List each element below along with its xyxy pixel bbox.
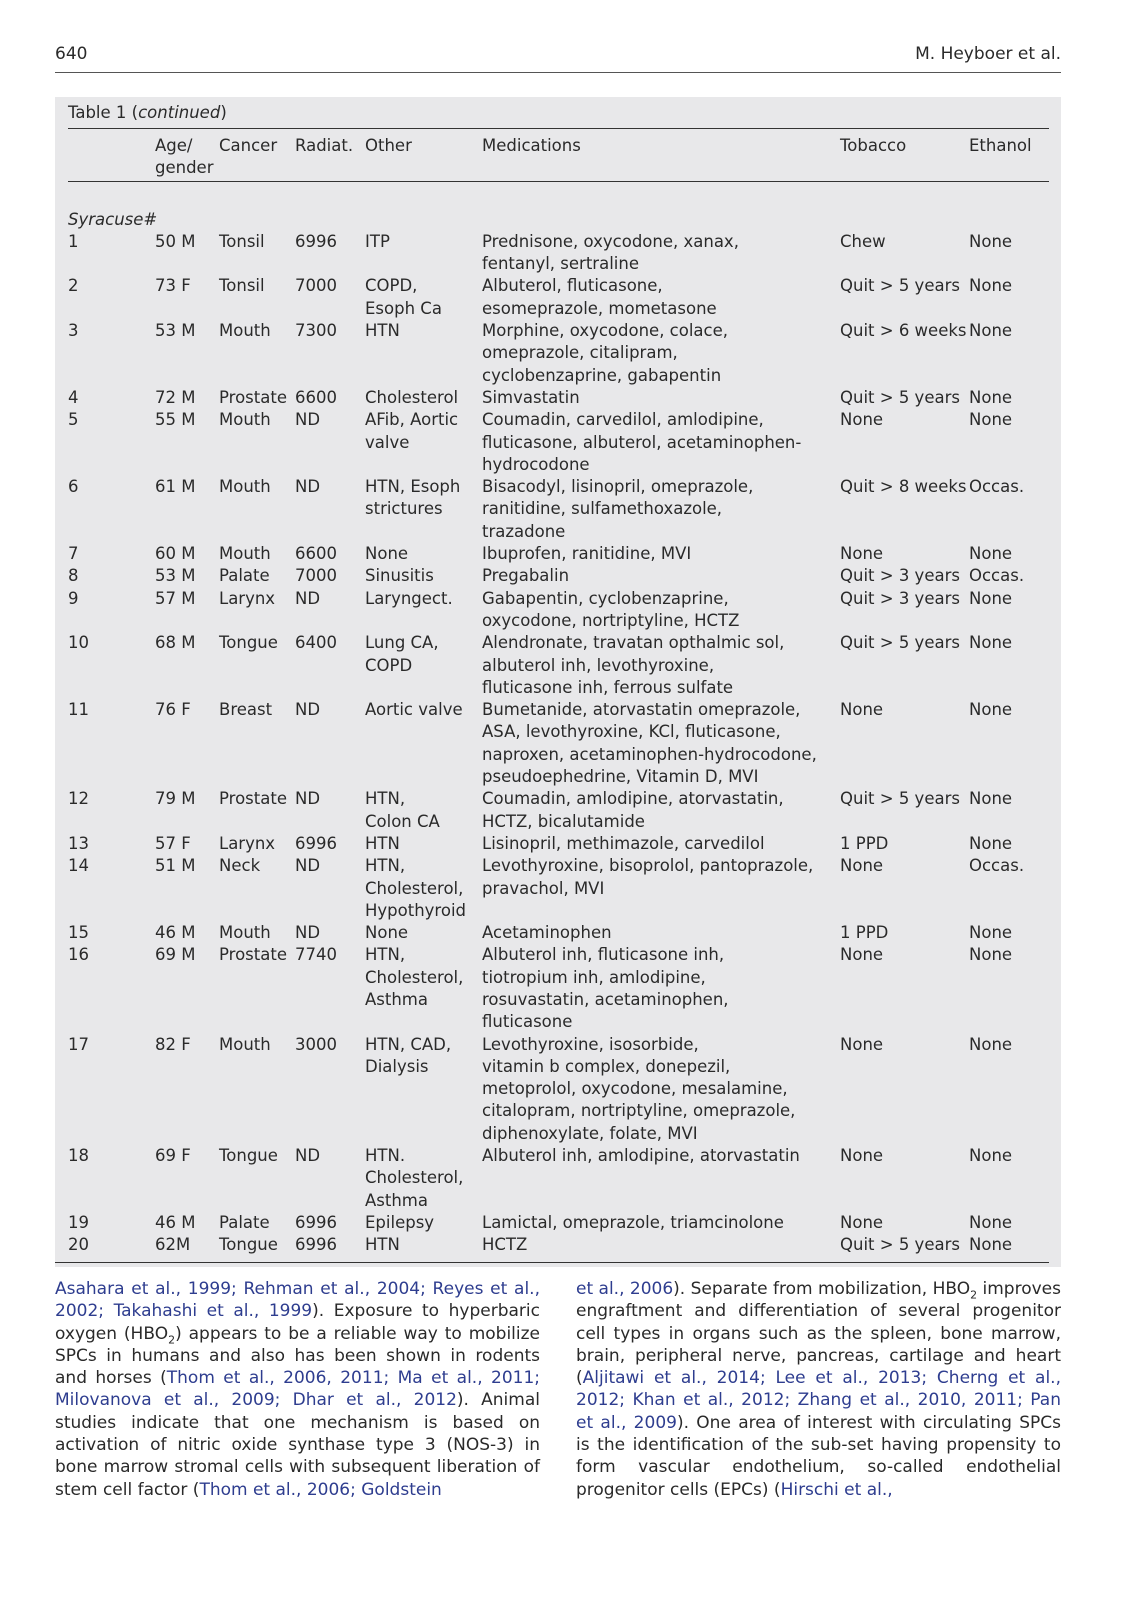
column-header: Tobacco <box>840 136 907 155</box>
table-cell: None <box>969 321 1013 341</box>
table-cell: None <box>840 410 884 430</box>
table-cell: 8 <box>68 566 79 586</box>
table-row <box>68 320 1049 387</box>
table-cell: Ibuprofen, ranitidine, MVI <box>482 544 692 564</box>
table-row <box>68 833 1049 855</box>
body-text-right-column <box>576 1278 1061 1501</box>
table-cell: None <box>969 1212 1013 1232</box>
table-cell: Mouth <box>219 477 271 497</box>
table-cell: 69 F <box>155 1146 191 1166</box>
table-cell: 5 <box>68 410 79 430</box>
table-cell: Quit > 8 weeks <box>840 477 967 497</box>
table-cell: 20 <box>68 1235 89 1255</box>
column-header: Age/ gender <box>155 136 214 178</box>
table-cell: 60 M <box>155 544 196 564</box>
column-header: Medications <box>482 136 581 155</box>
table-cell: 72 M <box>155 387 196 407</box>
table-cell: 46 M <box>155 1212 196 1232</box>
table-row <box>68 944 1049 1033</box>
table-cell: Tongue <box>219 1146 278 1166</box>
table-cell: None <box>969 276 1013 296</box>
table-cell: Coumadin, carvedilol, amlodipine, fluticasone, albuterol, acetaminophen- hydrocodone <box>482 410 802 474</box>
table-cell: None <box>969 1235 1013 1255</box>
table-cell: 3000 <box>295 1034 337 1054</box>
table-cell: Breast <box>219 700 273 720</box>
table-cell: Albuterol inh, amlodipine, atorvastatin <box>482 1146 800 1166</box>
table-cell: Aortic valve <box>365 700 463 720</box>
table-cell: Prostate <box>219 387 287 407</box>
header-row <box>68 133 1049 188</box>
table-cell: Tonsil <box>219 276 265 296</box>
table-cell: 61 M <box>155 477 196 497</box>
table-cell: Neck <box>219 856 261 876</box>
table-cell: 6996 <box>295 1212 337 1232</box>
table-cell: Cholesterol <box>365 387 459 407</box>
table-cell: COPD, Esoph Ca <box>365 276 442 318</box>
column-header: Other <box>365 136 412 155</box>
table-cell: 4 <box>68 387 79 407</box>
table-cell: 50 M <box>155 231 196 251</box>
table-cell: AFib, Aortic valve <box>365 410 459 452</box>
page-number: 640 <box>55 44 88 64</box>
table-cell: Mouth <box>219 544 271 564</box>
table-row <box>68 1234 1049 1256</box>
table-cell: HTN, CAD, Dialysis <box>365 1034 452 1076</box>
table-cell: Albuterol, fluticasone, esomeprazole, mometasone <box>482 276 717 318</box>
table-cell: ND <box>295 856 321 876</box>
table-cell: 2 <box>68 276 79 296</box>
citation-link[interactable]: Thom et al., 2006, 2011; Ma et al., 2011; Milovanova et al., 2009; Dhar et al., 2012 <box>55 1368 540 1411</box>
table-cell: Mouth <box>219 923 271 943</box>
table-cell: Mouth <box>219 321 271 341</box>
column-header <box>68 133 155 188</box>
running-authors: M. Heyboer et al. <box>915 44 1061 64</box>
citation-link[interactable]: Aljitawi et al., 2014; Lee et al., 2013; Cherng et al., 2012; Khan et al., 2012; Zhang et al., 2010, 2011; Pan et al., 2009 <box>576 1368 1061 1433</box>
table-cell: None <box>840 1034 884 1054</box>
table-cell: 15 <box>68 923 89 943</box>
patient-table <box>68 133 1049 1257</box>
table-cell: 73 F <box>155 276 191 296</box>
table-top-rule <box>68 128 1049 129</box>
table-cell: 7000 <box>295 566 337 586</box>
table-cell: None <box>969 789 1013 809</box>
table-cell: None <box>969 700 1013 720</box>
table-cell: Mouth <box>219 1034 271 1054</box>
table-cell: None <box>969 1034 1013 1054</box>
table-cell: 10 <box>68 633 89 653</box>
table-cell: Pregabalin <box>482 566 570 586</box>
table-cell: ITP <box>365 231 390 251</box>
table-cell: Quit > 3 years <box>840 588 960 608</box>
table-cell: Occas. <box>969 566 1025 586</box>
table-cell: 12 <box>68 789 89 809</box>
table-cell: Levothyroxine, isosorbide, vitamin b complex, donepezil, metoprolol, oxycodone, mesalamine, citalopram, nortriptyline, omeprazole, diphenoxylate, folate, MVI <box>482 1034 796 1143</box>
table-cell: 7300 <box>295 321 337 341</box>
table-cell: Quit > 6 weeks <box>840 321 967 341</box>
table-cell: HTN <box>365 1235 400 1255</box>
table-cell: None <box>969 588 1013 608</box>
table-cell: ND <box>295 588 321 608</box>
table-cell: 62M <box>155 1235 191 1255</box>
table-caption: Table 1 (continued) <box>68 103 227 122</box>
table-cell: 16 <box>68 945 89 965</box>
table-cell: 17 <box>68 1034 89 1054</box>
table-cell: None <box>969 544 1013 564</box>
body-text: ). Exposure to hyperbaric oxygen (HBO <box>55 1301 540 1344</box>
table-cell: Quit > 5 years <box>840 789 960 809</box>
table-cell: None <box>840 1212 884 1232</box>
table-cell: 79 M <box>155 789 196 809</box>
table-cell: 13 <box>68 833 89 853</box>
table-cell: 7 <box>68 544 79 564</box>
table-cell: Tongue <box>219 1235 278 1255</box>
table-cell: 18 <box>68 1146 89 1166</box>
table-row <box>68 922 1049 944</box>
table-cell: 6600 <box>295 387 337 407</box>
table-cell: ND <box>295 923 321 943</box>
table-cell: Larynx <box>219 833 276 853</box>
body-text: ). One area of interest with circulating SPCs is the identification of the sub-set having propensity to form vascular endothelium, so-called endothelial progenitor cells (EPCs) ( <box>576 1412 1061 1500</box>
group-label: Syracuse# <box>68 209 158 229</box>
table-cell: Coumadin, amlodipine, atorvastatin, HCTZ, bicalutamide <box>482 789 784 831</box>
table-cell: Quit > 3 years <box>840 566 960 586</box>
table-cell: 11 <box>68 700 89 720</box>
table-row <box>68 632 1049 699</box>
table-cell: Prostate <box>219 945 287 965</box>
table-cell: ND <box>295 789 321 809</box>
table-cell: Occas. <box>969 856 1025 876</box>
column-header: Cancer <box>219 136 278 155</box>
table-header-rule <box>68 181 1049 182</box>
table-cell: 55 M <box>155 410 196 430</box>
table-cell: 6600 <box>295 544 337 564</box>
table-cell: Mouth <box>219 410 271 430</box>
table-cell: Occas. <box>969 477 1025 497</box>
table-cell: HTN, Cholesterol, Hypothyroid <box>365 856 467 920</box>
table-cell: HTN, Esoph strictures <box>365 477 461 519</box>
table-cell: 14 <box>68 856 89 876</box>
table-cell: Lisinopril, methimazole, carvedilol <box>482 833 765 853</box>
table-cell: Simvastatin <box>482 387 580 407</box>
table-cell: Acetaminophen <box>482 923 612 943</box>
table-cell: Quit > 5 years <box>840 1235 960 1255</box>
table-row <box>68 1212 1049 1234</box>
table-cell: None <box>840 1146 884 1166</box>
table-cell: 46 M <box>155 923 196 943</box>
table-row <box>68 788 1049 833</box>
table-cell: None <box>969 410 1013 430</box>
table-cell: None <box>969 923 1013 943</box>
table-1-box <box>55 97 1061 1267</box>
table-cell: None <box>840 544 884 564</box>
table-cell: 1 PPD <box>840 833 889 853</box>
table-cell: 57 F <box>155 833 191 853</box>
table-cell: 51 M <box>155 856 196 876</box>
table-row <box>68 588 1049 633</box>
citation-link[interactable]: Hirschi et al., <box>780 1479 893 1500</box>
table-cell: 1 PPD <box>840 923 889 943</box>
table-cell: 53 M <box>155 321 196 341</box>
body-text: ) appears to be a reliable way to mobilize SPCs in humans and also has been shown in rodents and horses ( <box>55 1323 541 1389</box>
table-cell: Laryngect. <box>365 588 453 608</box>
table-cell: 6996 <box>295 1235 337 1255</box>
page-header <box>55 44 1061 73</box>
body-text-left-column <box>55 1278 540 1501</box>
table-cell: None <box>969 833 1013 853</box>
table-cell: 6996 <box>295 231 337 251</box>
table-cell: Epilepsy <box>365 1212 435 1232</box>
table-cell: 76 F <box>155 700 191 720</box>
table-cell: 19 <box>68 1212 89 1232</box>
table-cell: ND <box>295 410 321 430</box>
table-cell: Sinusitis <box>365 566 434 586</box>
table-cell: 6996 <box>295 833 337 853</box>
table-cell: ND <box>295 1146 321 1166</box>
table-cell: Tongue <box>219 633 278 653</box>
table-cell: 57 M <box>155 588 196 608</box>
column-header: Ethanol <box>969 136 1032 155</box>
subscript: 2 <box>970 1288 978 1302</box>
table-cell: None <box>969 945 1013 965</box>
table-cell: 82 F <box>155 1034 191 1054</box>
table-cell: HTN, Colon CA <box>365 789 440 831</box>
table-cell: Quit > 5 years <box>840 387 960 407</box>
group-label-row <box>68 188 1049 231</box>
table-cell: None <box>969 231 1013 251</box>
table-row <box>68 543 1049 565</box>
table-cell: 9 <box>68 588 79 608</box>
table-row <box>68 387 1049 409</box>
table-row <box>68 275 1049 320</box>
table-cell: None <box>969 1146 1013 1166</box>
table-cell: 7740 <box>295 945 337 965</box>
table-cell: Lung CA, COPD <box>365 633 439 675</box>
table-cell: HTN, Cholesterol, Asthma <box>365 945 464 1009</box>
citation-link[interactable]: et al., 2006 <box>576 1279 674 1299</box>
table-cell: 68 M <box>155 633 196 653</box>
table-cell: Morphine, oxycodone, colace, omeprazole, citalipram, cyclobenzaprine, gabapentin <box>482 321 729 385</box>
table-cell: HTN <box>365 321 400 341</box>
table-cell: None <box>969 633 1013 653</box>
table-cell: Quit > 5 years <box>840 633 960 653</box>
body-text: improves engraftment and differentiation of several progenitor cell types in organs such as the spleen, bone marrow, brain, peripheral nerve, pancreas, cartilage and heart ( <box>576 1279 1061 1389</box>
table-row <box>68 1034 1049 1145</box>
citation-link[interactable]: Thom et al., 2006; Goldstein <box>199 1479 442 1500</box>
table-cell: Bumetanide, atorvastatin omeprazole, ASA, levothyroxine, KCl, fluticasone, naproxen, acetaminophen-hydrocodone, pseudoephedrine, Vitamin D, MVI <box>482 700 817 787</box>
table-row <box>68 699 1049 788</box>
table-row <box>68 409 1049 476</box>
table-cell: Bisacodyl, lisinopril, omeprazole, ranitidine, sulfamethoxazole, trazadone <box>482 477 754 541</box>
table-row <box>68 476 1049 543</box>
table-cell: Gabapentin, cyclobenzaprine, oxycodone, nortriptyline, HCTZ <box>482 588 740 630</box>
table-cell: Albuterol inh, fluticasone inh, tiotropium inh, amlodipine, rosuvastatin, acetaminophen, fluticasone <box>482 945 729 1032</box>
table-cell: Lamictal, omeprazole, triamcinolone <box>482 1212 784 1232</box>
table-cell: None <box>969 387 1013 407</box>
citation-link[interactable]: Asahara et al., 1999; Rehman et al., 2004; Reyes et al., 2002; Takahashi et al., 1999 <box>55 1279 540 1322</box>
table-row <box>68 855 1049 922</box>
table-cell: HTN <box>365 833 400 853</box>
table-cell: 53 M <box>155 566 196 586</box>
subscript: 2 <box>168 1332 176 1346</box>
table-cell: Palate <box>219 566 270 586</box>
table-head <box>68 133 1049 188</box>
table-cell: 1 <box>68 231 79 251</box>
table-row <box>68 231 1049 276</box>
table-cell: Levothyroxine, bisoprolol, pantoprazole, pravachol, MVI <box>482 856 814 898</box>
column-header: Radiat. <box>295 136 354 155</box>
body-text: ). Animal studies indicate that one mechanism is based on activation of nitric oxide synthase type 3 (NOS-3) in bone marrow stromal cells with subsequent liberation of stem cell factor ( <box>55 1390 540 1500</box>
table-cell: 7000 <box>295 276 337 296</box>
table-cell: HCTZ <box>482 1235 528 1255</box>
table-cell: None <box>840 856 884 876</box>
table-cell: None <box>365 923 409 943</box>
table-cell: Palate <box>219 1212 270 1232</box>
body-text: ). Separate from mobilization, HBO <box>673 1279 971 1299</box>
table-cell: HTN. Cholesterol, Asthma <box>365 1146 464 1210</box>
table-row <box>68 1145 1049 1212</box>
table-body <box>68 188 1049 1257</box>
table-cell: ND <box>295 700 321 720</box>
table-cell: Prednisone, oxycodone, xanax, fentanyl, sertraline <box>482 231 739 274</box>
table-cell: 6400 <box>295 633 337 653</box>
table-cell: Quit > 5 years <box>840 276 960 296</box>
table-cell: 6 <box>68 477 79 497</box>
table-cell: 69 M <box>155 945 196 965</box>
table-cell: Chew <box>840 231 886 251</box>
table-row <box>68 565 1049 587</box>
table-cell: Prostate <box>219 789 287 809</box>
table-cell: 3 <box>68 321 79 341</box>
table-cell: None <box>840 945 884 965</box>
table-cell: None <box>840 700 884 720</box>
table-bottom-rule <box>55 1262 1049 1263</box>
table-cell: Larynx <box>219 588 276 608</box>
table-cell: Tonsil <box>219 231 265 251</box>
table-cell: Alendronate, travatan opthalmic sol, albuterol inh, levothyroxine, fluticasone inh, ferrous sulfate <box>482 633 785 697</box>
table-cell: ND <box>295 477 321 497</box>
table-cell: None <box>365 544 409 564</box>
